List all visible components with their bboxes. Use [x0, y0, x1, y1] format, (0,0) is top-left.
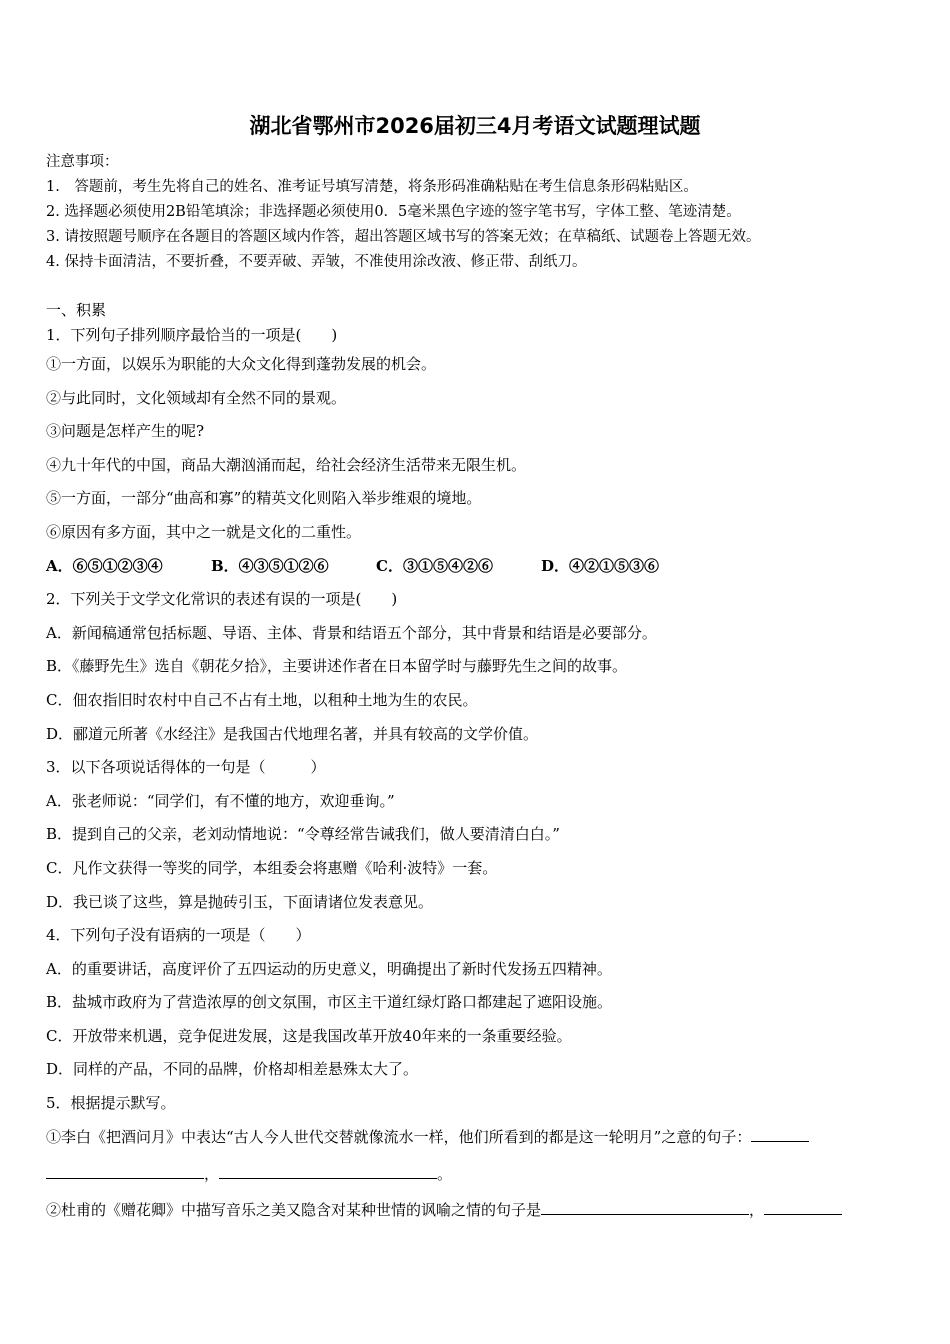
note-item: 3. 请按照题号顺序在各题目的答题区域内作答，超出答题区域书写的答案无效；在草稿纸、试题卷上答题无效。 — [46, 229, 761, 245]
section-heading: 一、积累 — [46, 301, 107, 319]
question-3-stem: 3．以下各项说话得体的一句是（ ） — [46, 758, 326, 777]
q1-line: ①一方面，以娱乐为职能的大众文化得到蓬勃发展的机会。 — [46, 355, 437, 373]
comma: ， — [204, 1165, 220, 1184]
question-4-stem: 4．下列句子没有语病的一项是（ ） — [46, 926, 311, 945]
q2-option-a[interactable]: A．新闻稿通常包括标题、导语、主体、背景和结语五个部分，其中背景和结语是必要部分。 — [46, 623, 657, 642]
q1-line: ④九十年代的中国，商品大潮汹涌而起，给社会经济生活带来无限生机。 — [46, 455, 527, 474]
answer-blank[interactable] — [46, 1164, 204, 1179]
q3-option-b[interactable]: B．提到自己的父亲，老刘动情地说：“令尊经常告诫我们，做人要清清白白。” — [46, 825, 560, 844]
q1-option-d[interactable]: D．④②①⑤③⑥ — [541, 556, 660, 575]
q4-option-b[interactable]: B．盐城市政府为了营造浓厚的创文氛围，市区主干道红绿灯路口都建起了遮阳设施。 — [46, 993, 613, 1012]
q5-item-2 — [46, 1194, 908, 1228]
q5-item-2-text: ②杜甫的《赠花卿》中描写音乐之美又隐含对某种世情的讽喻之情的句子是 — [46, 1201, 542, 1220]
q4-option-c[interactable]: C．开放带来机遇，竞争促进发展，这是我国改革开放40年来的一条重要经验。 — [46, 1026, 572, 1045]
notes-heading: 注意事项： — [46, 154, 119, 170]
q5-item-1-text: ①李白《把酒问月》中表达“古人今人世代交替就像流水一样，他们所看到的都是这一轮明月”之意的句子： — [46, 1127, 752, 1146]
q2-option-c[interactable]: C．佃农指旧时农村中自己不占有土地，以租种土地为生的农民。 — [46, 690, 478, 709]
q1-line: ②与此同时，文化领域却有全然不同的景观。 — [46, 388, 347, 407]
q1-option-c[interactable]: C．③①⑤④②⑥ — [376, 556, 493, 575]
questions — [46, 298, 908, 1228]
q1-options — [46, 550, 908, 584]
page-title: 湖北省鄂州市2026届初三4月考语文试题理试题 — [249, 114, 701, 138]
q3-option-d[interactable]: D．我已谈了这些，算是抛砖引玉，下面请诸位发表意见。 — [46, 892, 434, 911]
q4-option-d[interactable]: D．同样的产品，不同的品牌，价格却相差悬殊太大了。 — [46, 1060, 419, 1079]
note-item: 4. 保持卡面清洁，不要折叠，不要弄破、弄皱，不准使用涂改液、修正带、刮纸刀。 — [46, 254, 587, 270]
answer-blank[interactable] — [219, 1164, 437, 1179]
note-item: 2. 选择题必须使用2B铅笔填涂；非选择题必须使用0．5毫米黑色字迹的签字笔书写，字体工整、笔迹清楚。 — [46, 204, 741, 220]
q2-option-d[interactable]: D．郦道元所著《水经注》是我国古代地理名著，并具有较高的文学价值。 — [46, 724, 539, 743]
question-1-stem: 1．下列句子排列顺序最恰当的一项是( ) — [46, 326, 338, 344]
q3-option-a[interactable]: A．张老师说：“同学们，有不懂的地方，欢迎垂询。” — [46, 791, 395, 810]
q5-item-1 — [46, 1121, 908, 1155]
note-item: 1. 答题前，考生先将自己的姓名、准考证号填写清楚，将条形码准确粘贴在考生信息条形码粘贴区。 — [46, 179, 698, 195]
question-2-stem: 2．下列关于文学文化常识的表述有误的一项是( ) — [46, 590, 398, 609]
q1-option-a[interactable]: A．⑥⑤①②③④ — [46, 556, 163, 575]
q4-option-a[interactable]: A．的重要讲话，高度评价了五四运动的历史意义，明确提出了新时代发扬五四精神。 — [46, 959, 612, 978]
q5-item-1-blanks — [46, 1154, 908, 1194]
question-5-stem: 5．根据提示默写。 — [46, 1094, 176, 1113]
answer-blank[interactable] — [764, 1200, 842, 1215]
answer-blank[interactable] — [541, 1200, 749, 1215]
q1-option-b[interactable]: B．④③⑤①②⑥ — [211, 556, 329, 575]
q1-line: ③问题是怎样产生的呢? — [46, 422, 205, 441]
q3-option-c[interactable]: C．凡作文获得一等奖的同学，本组委会将惠赠《哈利·波特》一套。 — [46, 858, 498, 877]
notes — [46, 150, 760, 275]
comma: ， — [749, 1201, 765, 1220]
answer-blank[interactable] — [751, 1127, 809, 1142]
period: 。 — [437, 1165, 453, 1184]
q1-line: ⑤一方面，一部分“曲高和寡”的精英文化则陷入举步维艰的境地。 — [46, 489, 482, 508]
q2-option-b[interactable]: B．《藤野先生》选自《朝花夕拾》，主要讲述作者在日本留学时与藤野先生之间的故事。 — [46, 657, 628, 676]
q1-line: ⑥原因有多方面，其中之一就是文化的二重性。 — [46, 522, 362, 541]
